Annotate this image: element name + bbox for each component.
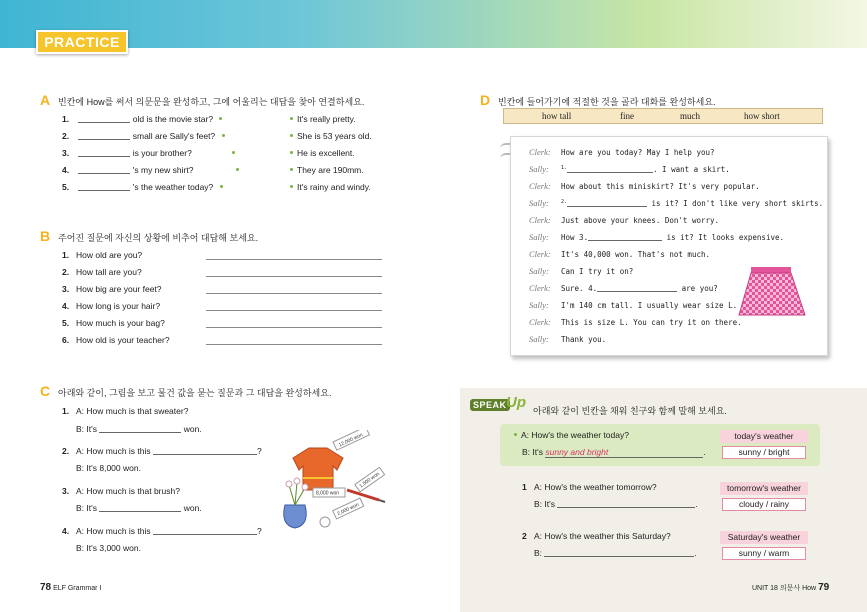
speak-item-2-blank[interactable] [544, 548, 694, 557]
dialog-blank-3[interactable] [588, 232, 662, 241]
dialog-num-3: How 3. [561, 233, 589, 242]
example-a [510, 430, 629, 440]
price-illustration [275, 430, 395, 530]
c-i4-b1: B: It's 3,000 won. [76, 543, 141, 553]
a-q3-blank[interactable] [78, 148, 130, 157]
dialog-line-1 [529, 147, 715, 157]
dialog-speaker-3: Clerk: [529, 181, 551, 191]
a-q5-text: 's the weather today? [132, 182, 214, 192]
speak-item-1-b: B: It's . [534, 499, 698, 509]
a-q1-num: 1. [62, 114, 70, 124]
dialog-speaker-2: Sally: [529, 164, 549, 174]
b-question-6 [62, 335, 170, 345]
b-question-3 [62, 284, 162, 294]
a-q4-dot[interactable] [236, 168, 239, 171]
c-i2-tail: ? [257, 446, 262, 456]
speak-item-1-a-text: A: How's the weather tomorrow? [534, 482, 657, 492]
b-q3-text: How big are your feet? [76, 284, 162, 294]
a-question-5 [62, 182, 227, 192]
tag-vase-text: 8,000 won [316, 490, 340, 497]
c-i3-a: A: How much is that brush? [76, 486, 180, 496]
dialog-blank-4[interactable] [597, 283, 677, 292]
dialog-line-11 [529, 317, 742, 327]
speak-item-2-a [522, 531, 671, 541]
a-answer-1 [286, 114, 356, 124]
a-ans5-text: It's rainy and windy. [297, 182, 371, 192]
dialog-text-1: How are you today? May I help you? [561, 148, 715, 157]
a-q5-blank[interactable] [78, 182, 130, 191]
dialog-speaker-12: Sally: [529, 334, 549, 344]
c-i1-b1: B: It's [76, 424, 97, 434]
a-q2-num: 2. [62, 131, 70, 141]
c-i2-b1: B: It's 8,000 won. [76, 463, 141, 473]
dialog-text-10: I'm 140 cm tall. I usually wear size L. [561, 301, 738, 310]
skirt-icon [737, 265, 809, 321]
tag-sweater-text: 12,000 won [337, 432, 364, 449]
example-bullet [514, 433, 517, 436]
speak-item-2-a-text: A: How's the weather this Saturday? [534, 531, 671, 541]
word-bank [503, 108, 823, 124]
b-q1-text: How old are you? [76, 250, 143, 260]
a-q3-text: is your brother? [132, 148, 192, 158]
c-i3-blank[interactable] [99, 503, 181, 512]
a-q2-text: small are Sally's feet? [132, 131, 216, 141]
dialog-text-5: Just above your knees. Don't worry. [561, 216, 720, 225]
a-answer-4 [286, 165, 364, 175]
a-q2-blank[interactable] [78, 131, 130, 140]
ball-icon [320, 517, 330, 527]
dialog-text-11: This is size L. You can try it on there. [561, 318, 742, 327]
c-item-2-a [62, 446, 262, 456]
speak-item-1-blank[interactable] [557, 499, 695, 508]
header-band [0, 0, 867, 48]
dialog-speaker-11: Clerk: [529, 317, 551, 327]
section-b-letter: B [40, 228, 51, 244]
c-i1-blank[interactable] [99, 424, 181, 433]
flower-vase-icon [284, 478, 308, 528]
example-b: B: It's sunny and bright . [522, 447, 706, 457]
footer-left [40, 582, 101, 593]
a-ans2-dot[interactable] [290, 134, 293, 137]
dialog-speaker-9: Clerk: [529, 283, 551, 293]
page-number-left: 78 [40, 582, 52, 593]
c-i1-b2: won. [183, 424, 202, 434]
b-answer-line-4[interactable] [206, 310, 382, 311]
c-i4-blank[interactable] [153, 526, 257, 535]
tag-ball-text: 2,000 won [336, 501, 360, 518]
b-q4-text: How long is your hair? [76, 301, 161, 311]
c-i4-tail: ? [257, 526, 262, 536]
a-q3-dot[interactable] [232, 151, 235, 154]
example-answer: sunny and bright [545, 447, 703, 458]
b-q3-num: 3. [62, 284, 70, 294]
speak-up-instruction: 아래와 같이 빈칸을 채워 친구와 함께 말해 보세요. [533, 406, 727, 416]
dialog-text-3: How about this miniskirt? It's very popular. [561, 182, 760, 191]
dialog-text-2: . I want a skirt. [653, 165, 730, 174]
speak-up-logo: Up [506, 394, 526, 411]
speak-item-1-a [522, 482, 657, 492]
c-i2-a: A: How much is this [76, 446, 151, 456]
b-answer-line-2[interactable] [206, 276, 382, 277]
a-q3-num: 3. [62, 148, 70, 158]
section-b-instruction: 주어진 질문에 자신의 상황에 비추어 대답해 보세요. [58, 233, 259, 243]
b-q2-text: How tall are you? [76, 267, 142, 277]
c-item-1-b [76, 424, 202, 434]
speak-up-badge: SPEAK [470, 399, 510, 411]
a-ans4-dot[interactable] [290, 168, 293, 171]
a-answer-2 [286, 131, 372, 141]
c-i1-num: 1. [62, 406, 70, 416]
page-number-right: 79 [818, 582, 830, 593]
dialog-line-7 [529, 249, 710, 259]
a-q4-blank[interactable] [78, 165, 130, 174]
dialog-text-12: Thank you. [561, 335, 607, 344]
speak-item-2-b: B: . [534, 548, 697, 558]
example-box: sunny / bright [722, 446, 806, 459]
a-q1-text: old is the movie star? [132, 114, 214, 124]
a-q4-text: 's my new shirt? [132, 165, 194, 175]
a-question-4 [62, 165, 243, 175]
section-c-instruction: 아래와 같이, 그림을 보고 물건 값을 묻는 질문과 그 대답을 완성하세요. [58, 388, 332, 398]
c-item-2-b [76, 463, 141, 473]
b-q5-text: How much is your bag? [76, 318, 165, 328]
dialog-num-2: 2. [561, 199, 568, 205]
a-q1-dot[interactable] [219, 117, 222, 120]
dialog-text-8: Can I try it on? [561, 267, 634, 276]
dialog-line-3 [529, 181, 760, 191]
a-ans1-dot[interactable] [290, 117, 293, 120]
dialog-blank-2[interactable] [567, 198, 647, 207]
b-q6-num: 6. [62, 335, 70, 345]
b-q5-num: 5. [62, 318, 70, 328]
a-ans5-dot[interactable] [290, 185, 293, 188]
dialog-speaker-6: Sally: [529, 232, 549, 242]
a-ans3-text: He is excellent. [297, 148, 355, 158]
dialog-text-9: are you? [681, 284, 718, 293]
speak-item-1-label: tomorrow's weather [720, 482, 808, 495]
brush-icon [347, 490, 385, 502]
footer-left-text: ELF Grammar I [53, 585, 102, 592]
b-question-5 [62, 318, 165, 328]
dialog-line-9 [529, 283, 718, 293]
dialog-speaker-5: Clerk: [529, 215, 551, 225]
speak-item-1-b-text: B: It's [534, 499, 555, 509]
a-q4-num: 4. [62, 165, 70, 175]
dialog-line-12 [529, 334, 606, 344]
b-answer-line-1[interactable] [206, 259, 382, 260]
tag-brush-text: 1,500 won [358, 471, 381, 490]
dialog-speaker-4: Sally: [529, 198, 549, 208]
b-question-1 [62, 250, 142, 260]
speak-item-2-b-text: B: [534, 548, 543, 558]
speak-item-2-label: Saturday's weather [720, 531, 808, 544]
footer-right-text: UNIT 18 의문사 How [752, 585, 817, 592]
dialog-line-2 [529, 164, 730, 174]
c-i4-a: A: How much is this [76, 526, 151, 536]
dialog-line-5 [529, 215, 719, 225]
c-item-4-b [76, 543, 141, 553]
a-question-3 [62, 148, 239, 158]
c-i3-num: 3. [62, 486, 70, 496]
a-q5-dot[interactable] [220, 185, 223, 188]
dialog-speaker-10: Sally: [529, 300, 549, 310]
a-q5-num: 5. [62, 182, 70, 192]
c-i2-num: 2. [62, 446, 70, 456]
word-bank-item-1: how tall [542, 111, 572, 121]
dialog-text-7: It's 40,000 won. That's not much. [561, 250, 711, 259]
dialog-blank-1[interactable] [567, 164, 653, 173]
example-label: today's weather [720, 430, 808, 443]
dialog-card [510, 136, 828, 356]
section-c-letter: C [40, 383, 51, 399]
word-bank-item-4: how short [744, 111, 780, 121]
dialog-line-6 [529, 232, 784, 242]
b-q2-num: 2. [62, 267, 70, 277]
dialog-num-4: Sure. 4. [561, 284, 598, 293]
practice-badge: PRACTICE [36, 30, 128, 54]
a-q1-blank[interactable] [78, 114, 130, 123]
c-item-3-b [76, 503, 202, 513]
speak-item-2-num: 2 [522, 531, 527, 541]
a-ans3-dot[interactable] [290, 151, 293, 154]
b-q4-num: 4. [62, 301, 70, 311]
word-bank-item-3: much [680, 111, 700, 121]
a-ans4-text: They are 190mm. [297, 165, 364, 175]
c-i4-num: 4. [62, 526, 70, 536]
section-d-letter: D [480, 92, 491, 108]
c-i3-b1: B: It's [76, 503, 97, 513]
dialog-line-8 [529, 266, 633, 276]
dialog-text-6: is it? It looks expensive. [666, 233, 785, 242]
a-ans2-text: She is 53 years old. [297, 131, 372, 141]
dialog-line-4 [529, 198, 823, 208]
b-answer-line-3[interactable] [206, 293, 382, 294]
speak-item-2-box: sunny / warm [722, 547, 806, 560]
b-q6-text: How old is your teacher? [76, 335, 170, 345]
b-answer-line-6[interactable] [206, 344, 382, 345]
sweater-icon [293, 448, 343, 490]
footer-right [752, 582, 829, 593]
b-q1-num: 1. [62, 250, 70, 260]
c-item-3-a [62, 486, 180, 496]
speak-item-1-box: cloudy / rainy [722, 498, 806, 511]
a-answer-3 [286, 148, 355, 158]
a-ans1-text: It's really pretty. [297, 114, 356, 124]
a-answer-5 [286, 182, 371, 192]
dialog-speaker-8: Sally: [529, 266, 549, 276]
section-a-instruction: 빈칸에 How를 써서 의문문을 완성하고, 그에 어울리는 대답을 찾아 연결하세요. [58, 97, 365, 107]
b-question-4 [62, 301, 160, 311]
dialog-speaker-1: Clerk: [529, 147, 551, 157]
a-question-2 [62, 131, 229, 141]
dialog-speaker-7: Clerk: [529, 249, 551, 259]
c-item-4-a [62, 526, 262, 536]
b-question-2 [62, 267, 142, 277]
example-a-text: A: How's the weather today? [521, 430, 629, 440]
section-d-instruction: 빈칸에 들어가기에 적절한 것을 골라 대화를 완성하세요. [498, 97, 716, 107]
dialog-text-4: is it? I don't like very short skirts. [651, 199, 824, 208]
dialog-num-1: 1. [561, 165, 568, 171]
speak-item-1-num: 1 [522, 482, 527, 492]
b-answer-line-5[interactable] [206, 327, 382, 328]
example-b-text: B: It's [522, 447, 543, 457]
c-item-1-a [62, 406, 188, 416]
a-q2-dot[interactable] [222, 134, 225, 137]
c-i3-b2: won. [183, 503, 202, 513]
dialog-line-10 [529, 300, 737, 310]
a-question-1 [62, 114, 226, 124]
section-a-letter: A [40, 92, 51, 108]
c-i2-blank[interactable] [153, 446, 257, 455]
word-bank-item-2: fine [620, 111, 634, 121]
c-i1-a: A: How much is that sweater? [76, 406, 189, 416]
